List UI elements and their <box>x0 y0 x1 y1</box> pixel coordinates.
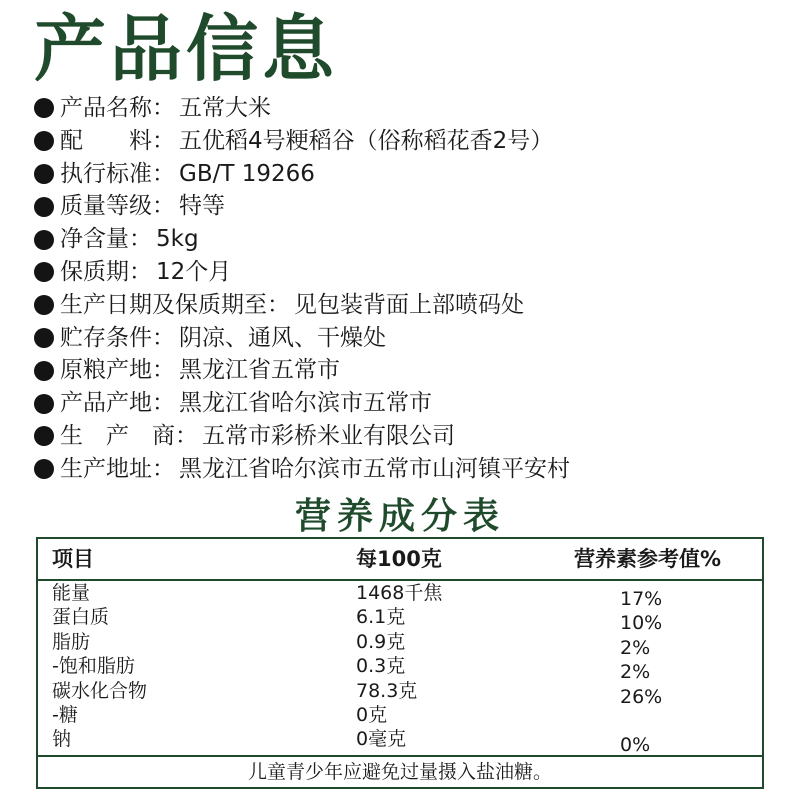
nutrition-table <box>36 537 764 789</box>
info-label: 生产地址 <box>60 455 152 482</box>
info-value: 特等 <box>179 193 225 220</box>
info-label: 生 产 商 <box>60 422 175 449</box>
info-label: 产品产地 <box>60 390 152 417</box>
info-row <box>34 322 794 355</box>
bullet-icon <box>34 426 54 446</box>
nutrient-amount: 78.3克 <box>356 679 418 702</box>
info-value: GB/T 19266 <box>179 160 315 187</box>
info-separator: ： <box>175 422 198 449</box>
nutrient-name: 钠 <box>52 728 72 751</box>
nutrient-name: 蛋白质 <box>52 606 110 629</box>
bullet-icon <box>34 164 54 184</box>
info-separator: ： <box>152 390 175 417</box>
info-value: 黑龙江省哈尔滨市五常市 <box>179 390 432 417</box>
info-value: 五常大米 <box>179 95 271 121</box>
nutrient-amount: 0毫克 <box>356 728 407 751</box>
info-label: 产品名称 <box>60 95 152 121</box>
header-item: 项目 <box>52 547 94 571</box>
info-label: 贮存条件 <box>60 324 152 351</box>
info-row <box>34 387 794 420</box>
table-row <box>38 630 762 659</box>
nutrient-nrv: 17% <box>620 588 663 610</box>
info-value: 见包装背面上部喷码处 <box>294 291 524 318</box>
nutrient-name: -饱和脂肪 <box>52 655 135 678</box>
info-row <box>34 354 794 387</box>
bullet-icon <box>34 230 54 250</box>
info-row <box>34 420 794 453</box>
info-separator: ： <box>152 324 175 351</box>
info-value: 五常市彩桥米业有限公司 <box>202 422 455 449</box>
info-separator: ： <box>129 258 152 285</box>
bullet-icon <box>34 131 54 151</box>
info-separator: ： <box>152 357 175 384</box>
nutrient-amount: 0.9克 <box>356 630 406 653</box>
table-row <box>38 703 762 727</box>
info-row <box>34 190 794 223</box>
nutrition-table-header <box>38 539 762 581</box>
nutrition-title: 营养成分表 <box>294 496 505 537</box>
bullet-icon <box>34 361 54 381</box>
nutrient-nrv: 0% <box>620 734 651 757</box>
bullet-icon <box>34 262 54 282</box>
bullet-icon <box>34 394 54 414</box>
info-value: 五优稻4号粳稻谷（俗称稻花香2号） <box>179 127 554 154</box>
info-row <box>34 158 794 191</box>
info-value: 黑龙江省五常市 <box>179 357 340 384</box>
info-value: 5kg <box>156 226 199 253</box>
info-label: 保质期 <box>60 258 129 285</box>
info-label: 配 料 <box>60 127 152 154</box>
table-row <box>38 679 762 708</box>
info-label: 执行标准 <box>60 160 152 187</box>
nutrition-footer-note: 儿童青少年应避免过量摄入盐油糖。 <box>38 755 762 787</box>
info-label: 净含量 <box>60 226 129 253</box>
info-row <box>34 289 794 322</box>
info-row <box>34 453 794 486</box>
nutrition-table-body <box>38 581 762 759</box>
info-separator: ： <box>152 193 175 220</box>
info-label: 质量等级 <box>60 193 152 220</box>
nutrient-name: 碳水化合物 <box>52 679 148 702</box>
info-separator: ： <box>152 127 175 154</box>
nutrient-amount: 0克 <box>356 704 388 726</box>
header-nrv: 营养素参考值% <box>574 547 722 571</box>
bullet-icon <box>34 295 54 315</box>
table-row <box>38 605 762 635</box>
info-label: 原粮产地 <box>60 357 152 384</box>
bullet-icon <box>34 98 54 118</box>
info-value: 黑龙江省哈尔滨市五常市山河镇平安村 <box>179 455 570 482</box>
info-row <box>34 125 794 158</box>
nutrient-nrv: 26% <box>620 685 663 708</box>
nutrient-name: 脂肪 <box>52 630 91 653</box>
info-row <box>34 256 794 289</box>
info-separator: ： <box>152 95 175 121</box>
info-label: 生产日期及保质期至 <box>60 291 267 318</box>
bullet-icon <box>34 197 54 217</box>
info-separator: ： <box>129 226 152 253</box>
nutrient-name: -糖 <box>52 704 78 726</box>
info-separator: ： <box>267 291 290 318</box>
bullet-icon <box>34 459 54 479</box>
info-separator: ： <box>152 455 175 482</box>
page-title: 产品信息 <box>34 7 339 91</box>
table-row <box>38 654 762 684</box>
nutrient-nrv: 10% <box>620 612 663 635</box>
info-row <box>34 92 794 125</box>
nutrient-nrv: 2% <box>620 636 651 659</box>
info-value: 阴凉、通风、干燥处 <box>179 324 386 351</box>
product-info-list <box>34 92 794 486</box>
nutrient-name: 能量 <box>52 582 91 604</box>
table-row <box>38 727 762 757</box>
bullet-icon <box>34 328 54 348</box>
info-row <box>34 223 794 256</box>
table-row <box>38 581 762 610</box>
nutrient-amount: 6.1克 <box>356 606 406 629</box>
nutrient-amount: 1468千焦 <box>356 582 443 604</box>
info-value: 12个月 <box>156 258 232 285</box>
header-per-100g: 每100克 <box>356 547 442 571</box>
nutrient-nrv: 2% <box>620 661 651 684</box>
nutrient-amount: 0.3克 <box>356 655 406 678</box>
info-separator: ： <box>152 160 175 187</box>
